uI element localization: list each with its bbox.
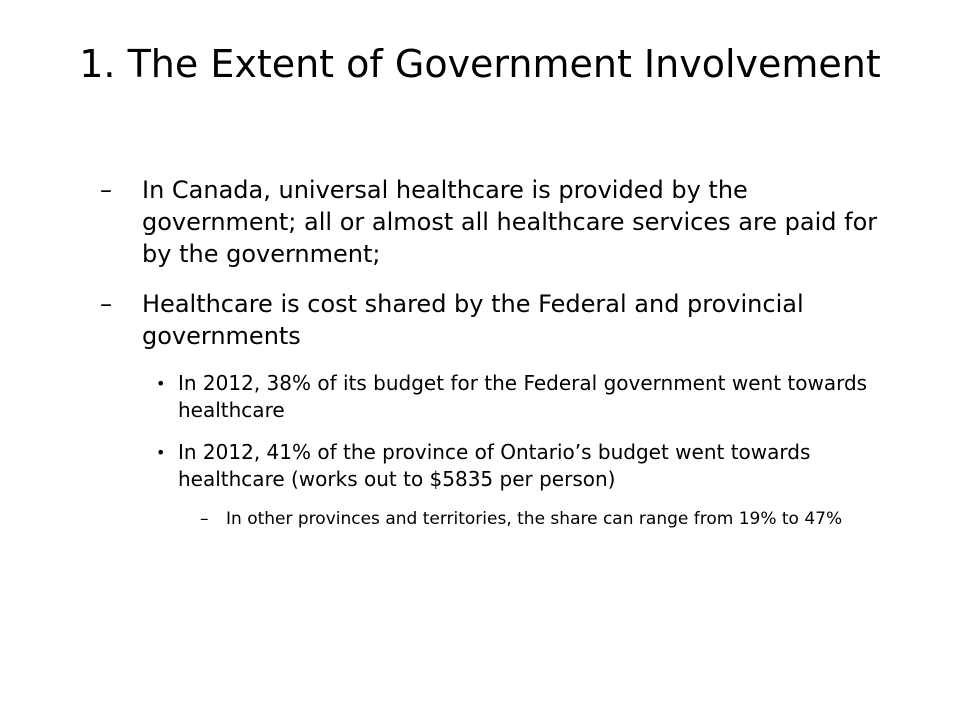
dash-marker: – [100, 176, 112, 204]
sub-bullet-text: In 2012, 41% of the province of Ontario’s budget went towards healthcare (works out to $5835 per person) [178, 440, 811, 491]
sub-bullet-item [156, 439, 898, 493]
bullet-text: Healthcare is cost shared by the Federal and provincial governments [142, 290, 804, 350]
slide-body [0, 174, 960, 541]
bullet-dot-icon: • [156, 374, 166, 393]
bullet-item [100, 174, 882, 270]
bullet-item [100, 288, 882, 352]
sub-bullet-item [156, 370, 898, 424]
bullet-text: In Canada, universal healthcare is provided by the government; all or almost all healthcare services are paid for by the government; [142, 176, 878, 268]
bullet-dot-icon: • [156, 443, 166, 462]
dash-marker: – [100, 290, 112, 318]
sub-sub-bullet-text: In other provinces and territories, the share can range from 19% to 47% [226, 509, 843, 529]
dash-marker: – [200, 509, 209, 529]
slide-title: 1. The Extent of Government Involvement [79, 42, 881, 86]
sub-bullet-text: In 2012, 38% of its budget for the Federal government went towards healthcare [178, 371, 868, 422]
sub-sub-bullet-item [200, 508, 886, 531]
